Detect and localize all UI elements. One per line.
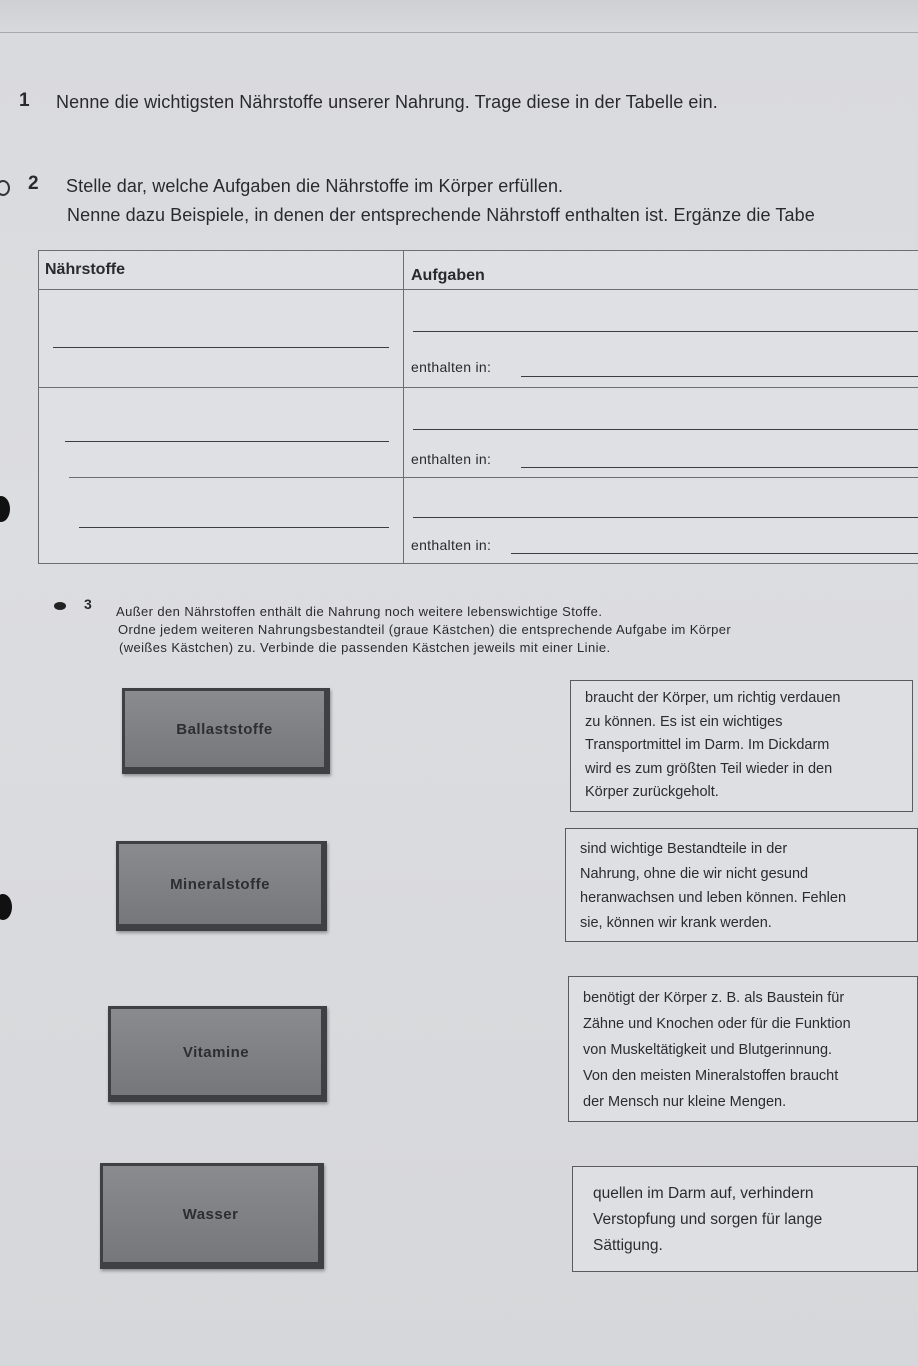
- white-box-2[interactable]: [565, 828, 918, 942]
- white-box-1-line: Körper zurückgeholt.: [585, 784, 719, 800]
- contains-answer-line[interactable]: [511, 553, 918, 554]
- gray-box-vitamine[interactable]: Vitamine: [108, 1006, 327, 1102]
- white-box-3-line: der Mensch nur kleine Mengen.: [583, 1094, 787, 1110]
- task-answer-line[interactable]: [413, 331, 918, 332]
- white-box-3[interactable]: [568, 976, 918, 1122]
- task-3-line-3: (weißes Kästchen) zu. Verbinde die passenden Kästchen jeweils mit einer Linie.: [119, 640, 611, 655]
- contains-answer-line[interactable]: [521, 376, 918, 377]
- white-box-3-line: Zähne und Knochen oder für die Funktion: [583, 1016, 851, 1032]
- task-3-bullet: [54, 602, 66, 610]
- nutrient-table: [38, 250, 918, 564]
- white-box-2-line: sie, können wir krank werden.: [580, 914, 772, 931]
- white-box-1-line: zu können. Es ist ein wichtiges: [585, 713, 783, 730]
- white-box-2-line: Nahrung, ohne die wir nicht gesund: [580, 865, 809, 882]
- white-box-1-line: braucht der Körper, um richtig verdauen: [585, 690, 841, 706]
- white-box-3-line: von Muskeltätigkeit und Blutgerinnung.: [583, 1042, 833, 1058]
- white-box-4-line: Sättigung.: [593, 1237, 663, 1254]
- nutrient-answer-line[interactable]: [53, 347, 389, 348]
- gray-box-wasser[interactable]: Wasser: [100, 1163, 324, 1269]
- table-row-divider: [69, 477, 918, 478]
- table-column-divider: [403, 251, 404, 563]
- task-2-line-1: Stelle dar, welche Aufgaben die Nährstoffe im Körper erfüllen.: [66, 176, 564, 196]
- table-header-divider: [39, 289, 918, 290]
- task-answer-line[interactable]: [413, 429, 918, 430]
- contains-label: enthalten in:: [411, 359, 492, 375]
- nutrient-answer-line[interactable]: [65, 441, 389, 442]
- task-3-line-2: Ordne jedem weiteren Nahrungsbestandteil (graue Kästchen) die entsprechende Aufgabe im Körper: [118, 622, 732, 637]
- table-header-nutrients: Nährstoffe: [45, 261, 126, 278]
- task-1-number: 1: [19, 90, 30, 111]
- task-2-line-2: Nenne dazu Beispiele, in denen der entsprechende Nährstoff enthalten ist. Ergänze die Tabe: [67, 205, 815, 225]
- nutrient-answer-line[interactable]: [79, 527, 389, 528]
- contains-label: enthalten in:: [411, 451, 492, 467]
- white-box-3-line: Von den meisten Mineralstoffen braucht: [583, 1068, 839, 1084]
- margin-bullet: [0, 496, 10, 522]
- gray-box-mineralstoffe[interactable]: Mineralstoffe: [116, 841, 327, 931]
- white-box-2-line: heranwachsen und leben können. Fehlen: [580, 890, 847, 906]
- white-box-4[interactable]: [572, 1166, 918, 1272]
- white-box-1-line: Transportmittel im Darm. Im Dickdarm: [585, 737, 830, 753]
- table-row-divider: [39, 387, 918, 388]
- page-top-edge: [0, 0, 918, 33]
- task-1-text: Nenne die wichtigsten Nährstoffe unserer Nahrung. Trage diese in der Tabelle ein.: [56, 92, 718, 112]
- task-answer-line[interactable]: [413, 517, 918, 518]
- white-box-1[interactable]: [570, 680, 913, 812]
- white-box-2-line: sind wichtige Bestandteile in der: [580, 841, 788, 857]
- task-3-number: 3: [84, 596, 92, 612]
- contains-label: enthalten in:: [411, 537, 492, 553]
- margin-bullet: [0, 894, 12, 920]
- task-3-line-1: Außer den Nährstoffen enthält die Nahrung noch weitere lebenswichtige Stoffe.: [116, 604, 603, 619]
- table-header-tasks: Aufgaben: [411, 267, 485, 284]
- contains-answer-line[interactable]: [521, 467, 918, 468]
- gray-box-ballaststoffe[interactable]: Ballaststoffe: [122, 688, 330, 774]
- white-box-1-line: wird es zum größten Teil wieder in den: [585, 760, 833, 777]
- white-box-4-line: quellen im Darm auf, verhindern: [593, 1185, 814, 1202]
- white-box-3-line: benötigt der Körper z. B. als Baustein für: [583, 990, 845, 1006]
- task-2-number: 2: [28, 173, 39, 194]
- margin-hole-mark: [0, 180, 10, 196]
- white-box-4-line: Verstopfung und sorgen für lange: [593, 1211, 823, 1228]
